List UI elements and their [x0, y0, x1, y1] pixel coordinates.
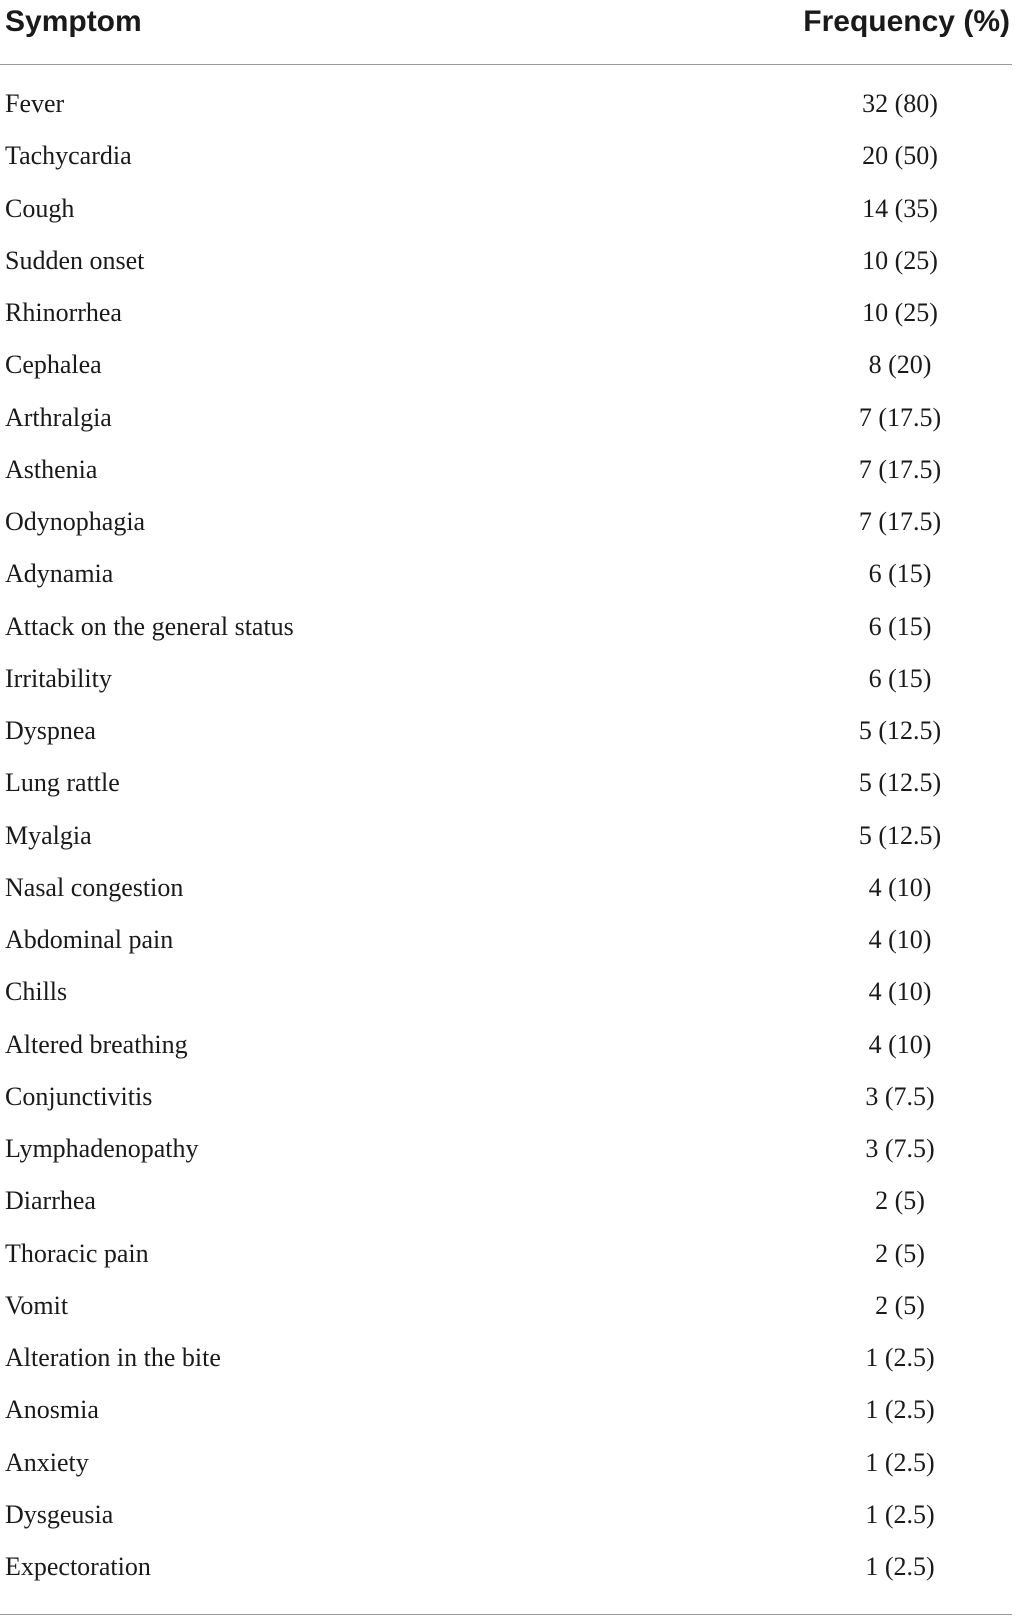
- symptom-cell: Expectoration: [5, 1552, 151, 1581]
- frequency-cell: 4 (10): [868, 977, 932, 1007]
- symptom-cell: Odynophagia: [5, 507, 146, 536]
- frequency-cell: 3 (7.5): [865, 1134, 935, 1163]
- frequency-cell: 6 (15): [868, 559, 932, 589]
- symptom-cell: Abdominal pain: [5, 925, 174, 954]
- table-row: [0, 1493, 1012, 1545]
- frequency-cell: 1 (2.5): [865, 1395, 935, 1425]
- table-row: [0, 134, 1012, 186]
- symptom-cell: Fever: [5, 89, 65, 118]
- symptom-cell: Dyspnea: [5, 716, 96, 745]
- symptom-cell: Anosmia: [5, 1395, 99, 1425]
- table-row: [0, 1441, 1012, 1493]
- symptom-cell: Attack on the general status: [5, 611, 294, 641]
- table-row: [0, 552, 1012, 604]
- table-body: [0, 82, 1012, 1597]
- table-header: [0, 0, 1012, 65]
- table-row: [0, 814, 1012, 866]
- symptom-cell: Anxiety: [5, 1447, 89, 1477]
- symptom-cell: Altered breathing: [5, 1029, 188, 1059]
- symptom-cell: Diarrhea: [5, 1186, 96, 1216]
- frequency-cell: 1 (2.5): [865, 1447, 935, 1477]
- symptom-cell: Lung rattle: [5, 768, 120, 798]
- symptom-cell: Rhinorrhea: [5, 298, 122, 327]
- table-row: [0, 970, 1012, 1022]
- table-row: [0, 709, 1012, 761]
- symptom-cell: Irritability: [5, 663, 112, 693]
- frequency-cell: 2 (5): [875, 1290, 925, 1320]
- frequency-cell: 20 (50): [862, 141, 938, 171]
- table-bottom-rule: [0, 1614, 1012, 1615]
- frequency-cell: 1 (2.5): [865, 1499, 935, 1529]
- table-row: [0, 1179, 1012, 1231]
- table-row: [0, 291, 1012, 343]
- symptom-cell: Dysgeusia: [5, 1499, 114, 1529]
- symptom-cell: Cough: [5, 193, 75, 223]
- column-header-frequency: Frequency (%): [803, 5, 1010, 38]
- symptom-cell: Lymphadenopathy: [5, 1134, 199, 1163]
- table-row: [0, 1023, 1012, 1075]
- table-row: [0, 187, 1012, 239]
- symptom-cell: Myalgia: [5, 820, 92, 850]
- table-row: [0, 82, 1012, 134]
- table-row: [0, 1388, 1012, 1440]
- symptom-cell: Arthralgia: [5, 402, 112, 432]
- table-row: [0, 918, 1012, 970]
- table-row: [0, 761, 1012, 813]
- frequency-cell: 7 (17.5): [858, 507, 942, 536]
- table-row: [0, 1284, 1012, 1336]
- table-row: [0, 657, 1012, 709]
- table-row: [0, 500, 1012, 552]
- table-row: [0, 1075, 1012, 1127]
- table-row: [0, 239, 1012, 291]
- table-row: [0, 1545, 1012, 1597]
- frequency-cell: 4 (10): [868, 1029, 932, 1059]
- symptom-cell: Alteration in the bite: [5, 1343, 221, 1372]
- frequency-cell: 7 (17.5): [858, 454, 942, 484]
- frequency-cell: 1 (2.5): [865, 1343, 935, 1372]
- symptom-cell: Chills: [5, 977, 68, 1007]
- frequency-cell: 7 (17.5): [858, 402, 942, 432]
- frequency-cell: 10 (25): [862, 245, 938, 275]
- frequency-cell: 14 (35): [862, 193, 938, 223]
- symptom-cell: Tachycardia: [5, 141, 132, 171]
- table-row: [0, 1336, 1012, 1388]
- frequency-cell: 4 (10): [868, 925, 932, 954]
- frequency-cell: 1 (2.5): [865, 1552, 935, 1581]
- table-row: [0, 1127, 1012, 1179]
- frequency-cell: 32 (80): [862, 89, 938, 118]
- frequency-cell: 5 (12.5): [858, 820, 942, 850]
- frequency-cell: 5 (12.5): [858, 768, 942, 798]
- symptom-cell: Nasal congestion: [5, 872, 184, 902]
- frequency-cell: 8 (20): [868, 350, 932, 380]
- frequency-cell: 6 (15): [868, 611, 932, 641]
- frequency-cell: 2 (5): [875, 1238, 925, 1268]
- frequency-cell: 10 (25): [862, 298, 938, 327]
- symptom-cell: Adynamia: [5, 559, 114, 589]
- frequency-cell: 4 (10): [868, 872, 932, 902]
- column-header-symptom: Symptom: [5, 5, 142, 38]
- table-row: [0, 1232, 1012, 1284]
- table-row: [0, 343, 1012, 395]
- symptom-cell: Cephalea: [5, 350, 102, 380]
- table-row: [0, 605, 1012, 657]
- symptom-cell: Thoracic pain: [5, 1238, 149, 1268]
- symptom-cell: Vomit: [5, 1290, 69, 1320]
- symptom-cell: Conjunctivitis: [5, 1081, 153, 1111]
- symptom-cell: Asthenia: [5, 454, 98, 484]
- frequency-cell: 6 (15): [868, 663, 932, 693]
- frequency-cell: 2 (5): [875, 1186, 925, 1216]
- frequency-cell: 5 (12.5): [858, 716, 942, 745]
- table-row: [0, 866, 1012, 918]
- table-row: [0, 448, 1012, 500]
- frequency-cell: 3 (7.5): [865, 1081, 935, 1111]
- table-row: [0, 396, 1012, 448]
- symptom-cell: Sudden onset: [5, 245, 145, 275]
